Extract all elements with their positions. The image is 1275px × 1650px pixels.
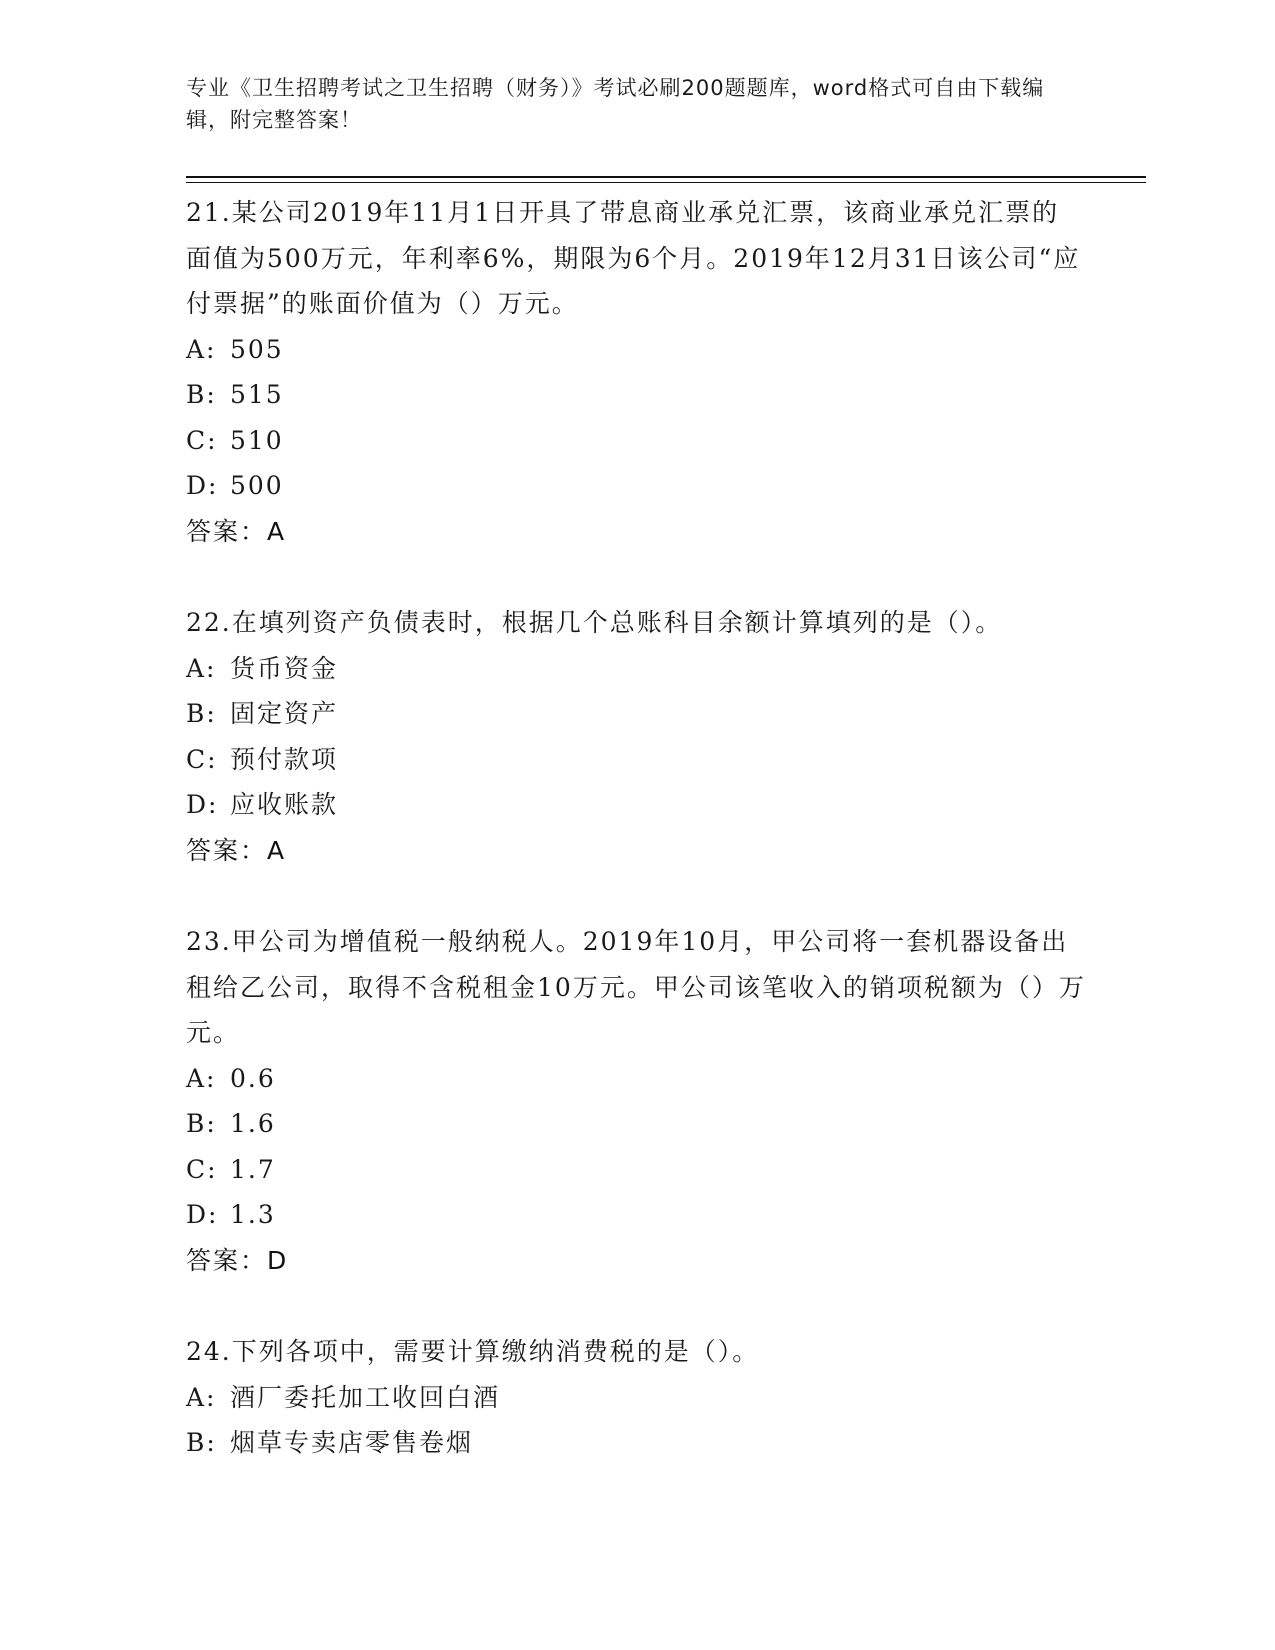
option-text: 固定资产 <box>230 699 339 728</box>
option-d <box>186 782 1086 828</box>
option-text: 1.6 <box>230 1109 276 1138</box>
option-a <box>186 1375 1086 1421</box>
option-text: 货币资金 <box>230 653 339 683</box>
option-c <box>186 737 1086 783</box>
option-letter: B: <box>186 699 217 728</box>
option-d <box>186 1192 1086 1238</box>
option-letter: A: <box>186 334 217 364</box>
option-letter: B: <box>186 1428 217 1457</box>
option-b <box>186 691 1086 737</box>
header-divider-thick <box>186 176 1146 178</box>
question-stem: 24.下列各项中，需要计算缴纳消费税的是（）。 <box>186 1337 760 1366</box>
option-text: 酒厂委托加工收回白酒 <box>230 1382 501 1412</box>
question-stem: 23.甲公司为增值税一般纳税人。2019年10月，甲公司将一套机器设备出租给乙公司，取得不含税租金10万元。甲公司该笔收入的销项税额为（）万元。 <box>186 927 1086 1047</box>
question-list <box>186 190 1086 1512</box>
option-a <box>186 1056 1086 1102</box>
option-a <box>186 327 1086 373</box>
question-23 <box>186 919 1086 1283</box>
question-24 <box>186 1329 1086 1466</box>
option-letter: A: <box>186 653 217 683</box>
option-text: 500 <box>230 471 284 500</box>
option-text: 1.7 <box>230 1154 276 1184</box>
option-d <box>186 463 1086 509</box>
question-stem: 22.在填列资产负债表时，根据几个总账科目余额计算填列的是（）。 <box>186 608 1003 637</box>
answer-line: 答案：D <box>186 1245 289 1275</box>
option-text: 应收账款 <box>230 790 339 819</box>
option-letter: A: <box>186 1382 217 1412</box>
option-letter: D: <box>186 790 219 819</box>
option-letter: D: <box>186 471 219 500</box>
option-text: 0.6 <box>230 1063 276 1093</box>
option-text: 烟草专卖店零售卷烟 <box>230 1428 474 1457</box>
option-b <box>186 372 1086 418</box>
option-letter: B: <box>186 380 217 409</box>
option-letter: C: <box>186 1154 218 1184</box>
option-text: 预付款项 <box>230 744 339 774</box>
question-stem: 21.某公司2019年11月1日开具了带息商业承兑汇票，该商业承兑汇票的面值为500万元，年利率6%，期限为6个月。2019年12月31日该公司“应付票据”的账面价值为（）万元。 <box>186 198 1081 318</box>
question-22 <box>186 600 1086 873</box>
option-c <box>186 418 1086 464</box>
option-text: 505 <box>230 334 284 364</box>
option-letter: C: <box>186 425 218 455</box>
option-letter: A: <box>186 1063 217 1093</box>
answer-line: 答案：A <box>186 835 287 865</box>
answer-line: 答案：A <box>186 516 287 546</box>
option-letter: B: <box>186 1109 217 1138</box>
option-c <box>186 1147 1086 1193</box>
header-divider-thin <box>186 182 1146 183</box>
option-text: 510 <box>230 425 284 455</box>
option-letter: C: <box>186 744 218 774</box>
option-text: 515 <box>230 380 284 409</box>
question-21 <box>186 190 1086 554</box>
option-b <box>186 1101 1086 1147</box>
option-letter: D: <box>186 1200 219 1229</box>
document-header-title: 专业《卫生招聘考试之卫生招聘（财务）》考试必刷200题题库，word格式可自由下载编辑，附完整答案！ <box>186 76 1045 132</box>
option-text: 1.3 <box>230 1200 276 1229</box>
option-a <box>186 646 1086 692</box>
option-b <box>186 1420 1086 1466</box>
